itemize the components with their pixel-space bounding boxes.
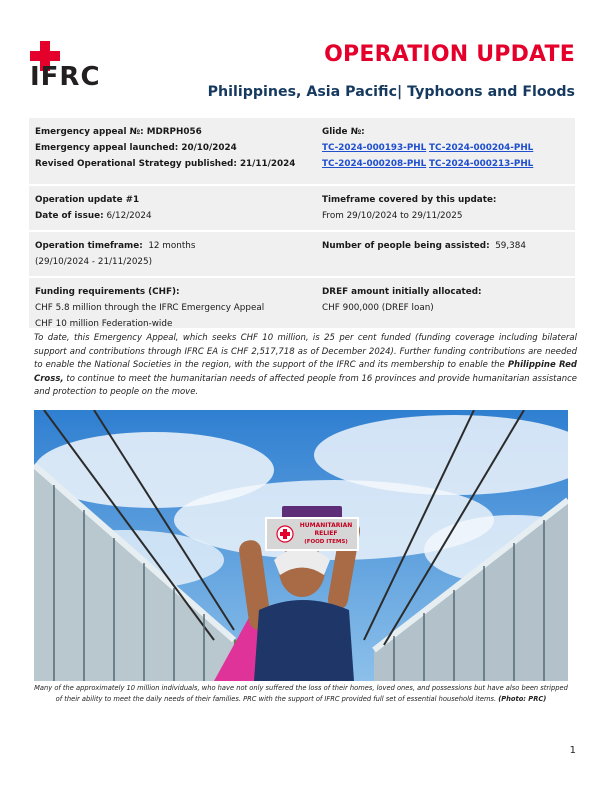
funding-line: CHF 5.8 million through the IFRC Emergency Appeal	[35, 303, 265, 313]
glide-cell	[302, 118, 575, 184]
timeframe-covered-label: Timeframe covered by this update:	[322, 195, 497, 205]
funding-line: CHF 10 million Federation-wide	[35, 319, 173, 329]
box-label: HUMANITARIAN	[299, 522, 353, 529]
appeal-number: MDRPH056	[146, 127, 202, 137]
appeal-details-cell	[29, 118, 302, 184]
launched-date: 20/10/2024	[181, 143, 237, 153]
funding-cell	[29, 278, 302, 328]
timeframe-covered: From 29/10/2024 to 29/11/2025	[322, 211, 463, 221]
dref-cell	[302, 278, 575, 328]
info-row-update	[29, 186, 575, 232]
op-timeframe-cell	[29, 232, 302, 276]
revised-label: Revised Operational Strategy published:	[35, 159, 237, 169]
people-label: Number of people being assisted:	[322, 241, 490, 251]
glide-link[interactable]: TC-2024-000208-PHL	[322, 159, 427, 169]
issue-label: Date of issue:	[35, 211, 104, 221]
info-row-appeal	[29, 118, 575, 186]
dref-label: DREF amount initially allocated:	[322, 287, 482, 297]
info-row-timeframe	[29, 232, 575, 278]
page-subtitle: Philippines, Asia Pacific| Typhoons and Floods	[207, 84, 575, 100]
page-number: 1	[569, 745, 576, 756]
glide-link[interactable]: TC-2024-000204-PHL	[429, 143, 534, 153]
summary-text: To date, this Emergency Appeal, which seeks CHF 10 million, is 25 per cent funded (funding coverage including bilateral support and contributions through IFRC EA is CHF 2,517,718 as of December 2024). Further funding contributions are needed to enable the National Societies in the region, with the support of the IFRC and its membership to enable the	[34, 333, 577, 370]
glide-label: Glide №:	[322, 127, 365, 137]
funding-summary	[34, 332, 577, 400]
box-label: RELIEF	[314, 530, 338, 537]
dref-amount: CHF 900,000 (DREF loan)	[322, 303, 434, 313]
glide-link[interactable]: TC-2024-000213-PHL	[429, 159, 534, 169]
appeal-number-label: Emergency appeal №:	[35, 127, 144, 137]
revised-date: 21/11/2024	[239, 159, 296, 169]
logo-text: IFRC	[30, 62, 101, 92]
photo-caption	[34, 683, 568, 704]
appeal-info-table	[29, 118, 575, 330]
page-title: OPERATION UPDATE	[324, 42, 575, 67]
launched-label: Emergency appeal launched:	[35, 143, 179, 153]
box-label: (FOOD ITEMS)	[304, 539, 348, 545]
op-timeframe: 12 months	[148, 241, 196, 251]
update-cell	[29, 186, 302, 230]
photo-credit: (Photo: PRC)	[498, 694, 547, 703]
info-row-funding	[29, 278, 575, 330]
people-cell	[302, 232, 575, 276]
issue-date: 6/12/2024	[106, 211, 152, 221]
op-timeframe-range: (29/10/2024 - 21/11/2025)	[35, 257, 153, 267]
caption-text: Many of the approximately 10 million individuals, who have not only suffered the loss of their homes, loved ones, and possessions but have also been stripped of their ability to meet the daily needs of their families. PRC with the support of IFRC provided full set of essential household items.	[34, 684, 568, 703]
relief-photo	[34, 410, 568, 681]
funding-label: Funding requirements (CHF):	[35, 287, 180, 297]
people-count: 59,384	[495, 241, 526, 251]
update-label: Operation update #1	[35, 195, 140, 205]
summary-bold-text: Philippine Red Cross,	[34, 360, 577, 384]
summary-text: to continue to meet the humanitarian needs of affected people from 16 provinces and provide humanitarian assistance and protection to people on the move.	[34, 373, 577, 397]
op-timeframe-label: Operation timeframe:	[35, 241, 143, 251]
glide-link[interactable]: TC-2024-000193-PHL	[322, 143, 427, 153]
timeframe-covered-cell	[302, 186, 575, 230]
